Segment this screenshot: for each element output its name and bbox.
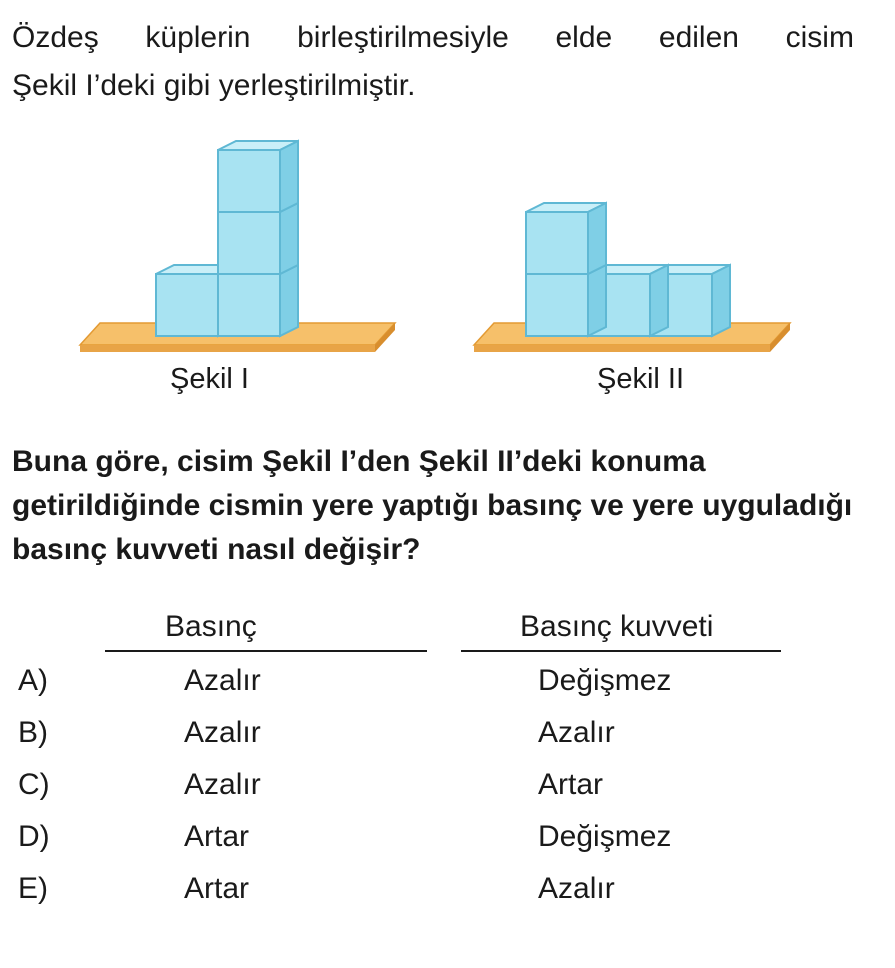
figures-svg <box>0 130 895 360</box>
option-label: A) <box>18 664 48 697</box>
option-label: B) <box>18 716 48 749</box>
option-label: D) <box>18 820 50 853</box>
intro-line-2: Şekil I’deki gibi yerleştirilmiştir. <box>12 69 416 102</box>
option-force: Değişmez <box>538 820 672 853</box>
intro-line-1 <box>12 14 854 62</box>
figure-1 <box>80 141 395 352</box>
intro-word: cisim <box>785 21 854 54</box>
answer-option-a[interactable] <box>0 664 895 716</box>
intro-word: Özdeş <box>12 21 99 54</box>
option-pressure: Artar <box>184 872 250 905</box>
option-force: Azalır <box>538 716 615 749</box>
cube <box>218 265 298 336</box>
figure-2-caption: Şekil II <box>597 363 685 395</box>
option-force: Değişmez <box>538 664 672 697</box>
cube <box>526 203 606 274</box>
cube <box>526 265 606 336</box>
option-label: E) <box>18 872 48 905</box>
figure-1-caption: Şekil I <box>170 363 249 395</box>
option-pressure: Azalır <box>184 664 261 697</box>
intro-word: edilen <box>658 21 739 54</box>
intro-word: küplerin <box>145 21 251 54</box>
answer-option-b[interactable] <box>0 716 895 768</box>
option-force: Azalır <box>538 872 615 905</box>
figures-area <box>0 130 895 420</box>
answer-option-d[interactable] <box>0 820 895 872</box>
option-pressure: Azalır <box>184 716 261 749</box>
header-pressure: Basınç <box>165 610 257 643</box>
option-pressure: Azalır <box>184 768 261 801</box>
answer-option-c[interactable] <box>0 768 895 820</box>
option-pressure: Artar <box>184 820 250 853</box>
answer-option-e[interactable] <box>0 872 895 924</box>
intro-word: elde <box>555 21 613 54</box>
option-label: C) <box>18 768 50 801</box>
question-text: Buna göre, cisim Şekil I’den Şekil II’deki konuma getirildiğinde cismin yere yaptığı basınç ve yere uyguladığı basınç kuvveti nasıl değişir? <box>12 445 853 566</box>
cube <box>218 203 298 274</box>
figure-2 <box>474 203 790 352</box>
header-rule-2 <box>461 650 781 652</box>
intro-word: birleştirilmesiyle <box>297 21 509 54</box>
option-force: Artar <box>538 768 604 801</box>
header-rule-1 <box>105 650 427 652</box>
cube <box>218 141 298 212</box>
header-pressure-force: Basınç kuvveti <box>520 610 714 643</box>
intro-paragraph <box>12 14 854 110</box>
